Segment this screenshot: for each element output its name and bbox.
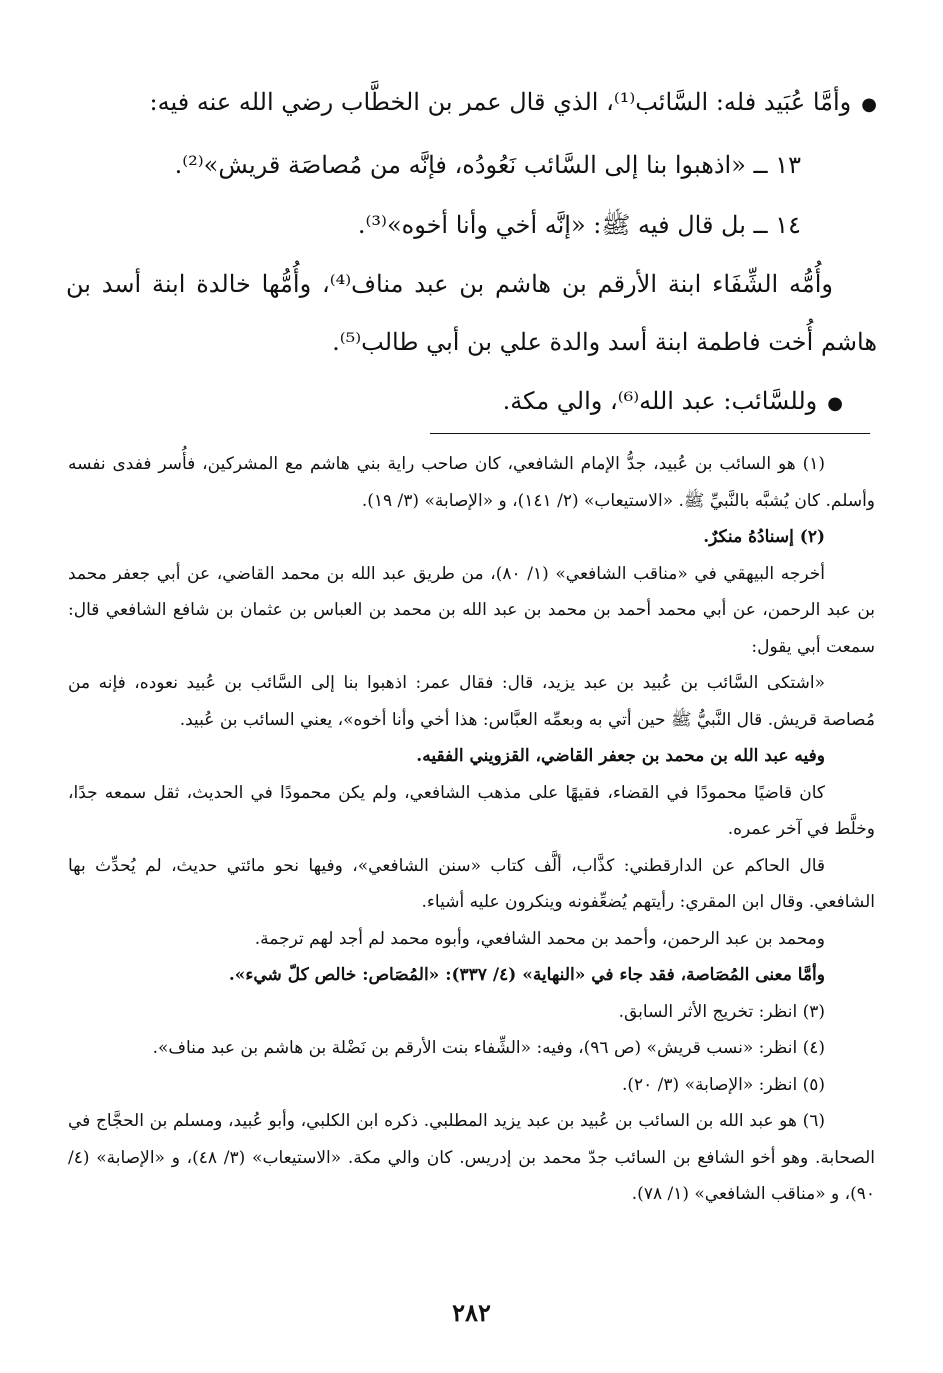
footnote-2-text: «اشتكى السَّائب بن عُبيد بن عبد يزيد، قال: فقال عمر: اذهبوا بنا إلى السَّائب بن عُبيد نعوده، فإنه من مُصاصة قريش. قال النَّبيُّ ﷺ حين أتي به وبعمِّه العبَّاس: هذا أخي وأنا أخوه»، يعني السائب بن عُبيد. [68,673,875,730]
main-line-1-text: وأمَّا عُبَيد فله: السَّائب⁽¹⁾، الذي قال عمر بن الخطَّاب رضي الله عنه فيه: [149,88,852,116]
footnote-2-narrator-status: كان قاضيًا محمودًا في القضاء، فقيهًا على مذهب الشافعي، ولم يكن محمودًا في الحديث، ثقل سمعه جدًا، وخلَّط في آخر عمره. [68,782,875,839]
footnote-divider [430,433,870,434]
main-line-5 [66,371,877,434]
footnote-2-daraqutni: قال الحاكم عن الدارقطني: كذَّاب، ألَّف كتاب «سنن الشافعي»، وفيها نحو مائتي حديث، لم يُحدِّث بها الشافعي. وقال ابن المقري: رأيتهم يُضعِّفونه وينكرون عليه أشياء. [68,855,875,912]
lineage-paragraph: وأُمُّه الشِّفَاء ابنة الأرقم بن هاشم بن عبد مناف⁽⁴⁾، وأُمُّها خالدة ابنة أسد بن هاشم أُخت فاطمة ابنة أسد والدة علي بن أبي طالب⁽⁵⁾. [66,270,877,356]
footnote-1: (١) هو السائب بن عُبيد، جدُّ الإمام الشافعي، كان صاحب راية بني هاشم مع المشركين، فأُسر ففدى نفسه وأسلم. كان يُشبَّه بالنَّبيِّ ﷺ. «الاستيعاب» (٢/ ١٤١)، و «الإصابة» (٣/ ١٩). [68,454,875,511]
footnote-6: (٦) هو عبد الله بن السائب بن عُبيد بن عبد يزيد المطلبي. ذكره ابن الكلبي، وأبو عُبيد، ومسلم بن الحجَّاج في الصحابة. وهو أخو الشافع بن السائب جدّ محمد بن إدريس. كان والي مكة. «الاستيعاب» (٣/ ٤٨)، و «الإصابة» (٤/ ٩٠)، و «مناقب الشافعي» (١/ ٧٨). [68,1111,875,1204]
main-text [66,72,877,434]
footnote-2-unknowns: ومحمد بن عبد الرحمن، وأحمد بن محمد الشافعي، وأبوه محمد لم أجد لهم ترجمة. [254,928,825,949]
main-line-1 [66,72,877,135]
page-number: ٢٨٢ [452,1298,491,1327]
bullet-icon: ● [827,393,843,414]
main-line-5-text: وللسَّائب: عبد الله⁽⁶⁾، والي مكة. [502,387,818,415]
footnote-2-narrator: وفيه عبد الله بن محمد بن جعفر القاضي، القزويني الفقيه. [416,746,825,766]
footnote-3: (٣) انظر: تخريج الأثر السابق. [618,1001,825,1022]
bullet-icon: ● [861,94,877,115]
footnote-5: (٥) انظر: «الإصابة» (٣/ ٢٠). [621,1074,825,1095]
footnote-4: (٤) انظر: «نسب قريش» (ص ٩٦)، وفيه: «الشِّفاء بنت الأرقم بن نَضْلة بن هاشم بن عبد مناف». [152,1038,825,1058]
footnote-2-meaning: وأمَّا معنى المُصَاصة، فقد جاء في «النهاية» (٤/ ٣٣٧): «المُصَاص: خالص كلّ شيء». [228,965,825,985]
hadith-14: ١٤ ــ بل قال فيه ﷺ: «إنَّه أخي وأنا أخوه»⁽³⁾. [357,211,801,239]
footnote-2: (٢) إسنادُهُ منكرٌ. [703,527,825,547]
hadith-13: ١٣ ــ «اذهبوا بنا إلى السَّائب نَعُودُه، فإنَّه من مُصاصَة قريش»⁽²⁾. [174,151,801,179]
footnotes [68,446,875,1213]
footnote-2-source: أخرجه البيهقي في «مناقب الشافعي» (١/ ٨٠)، من طريق عبد الله بن محمد القاضي، عن أبي جعفر محمد بن عبد الرحمن، عن أبي محمد أحمد بن محمد بن عبد الله بن محمد بن العباس بن عثمان بن شافع الشافعي قال: سمعت أبي يقول: [68,563,875,657]
